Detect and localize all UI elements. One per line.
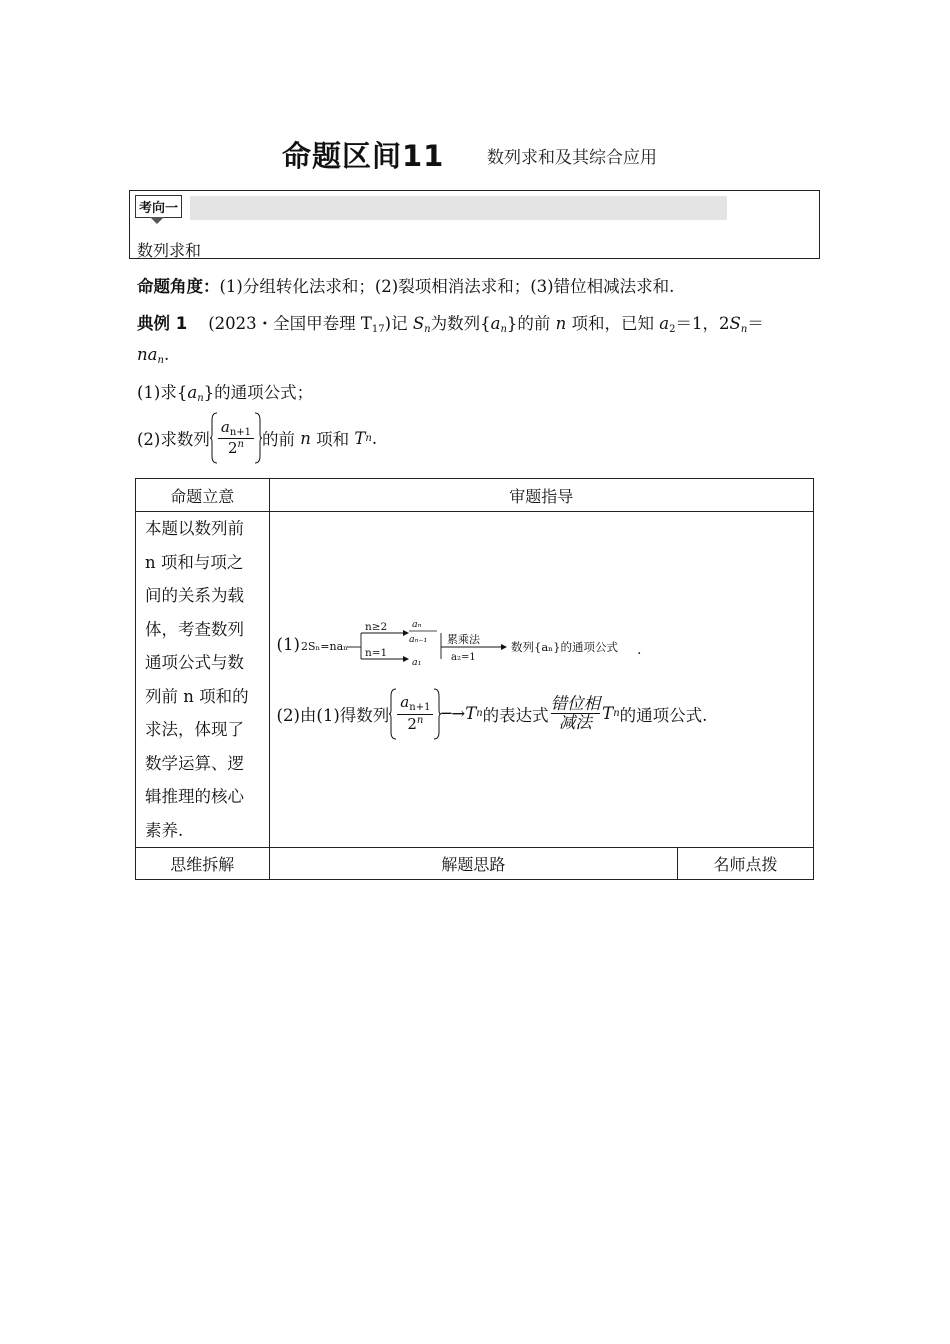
var-n: n [137, 345, 148, 364]
header-think: 思维拆解 [136, 848, 270, 880]
q1-b: }的通项公式； [203, 383, 314, 402]
g1-top-expr: aₙ [411, 618, 422, 630]
intent-line: 数学运算、逻 [145, 753, 244, 773]
period: . [163, 345, 170, 364]
source-close: )记 [384, 314, 408, 333]
table-footer-row [136, 848, 814, 880]
g1-end: . [636, 641, 641, 658]
var-n: n [555, 314, 567, 333]
frac-num-a: a [400, 693, 410, 712]
var-a: a [187, 383, 198, 402]
var-n: n [424, 324, 431, 335]
angle-text: (1)分组转化法求和；(2)裂项相消法求和；(3)错位相减法求和. [219, 277, 675, 296]
var-a: a [490, 314, 501, 333]
frac-den: 2 [407, 714, 417, 733]
intent-line: 通项公式与数 [145, 653, 244, 672]
example-line-2 [137, 345, 169, 366]
var-n: n [500, 324, 507, 335]
var-S: S [729, 314, 741, 333]
arrow-head-icon [501, 644, 507, 650]
g1-prefix: (1) [276, 634, 300, 654]
fraction [397, 694, 433, 733]
intent-line: 本题以数列前 [145, 519, 244, 538]
q2-a: (2)求数列 [137, 430, 210, 449]
source-code: T [360, 314, 372, 333]
guide-cell [269, 512, 813, 848]
topic-name: 数列求和 [137, 241, 202, 260]
analysis-table [135, 478, 814, 880]
g1-result: 数列{aₙ}的通项公式 [510, 639, 618, 654]
var-n: n [740, 324, 748, 335]
section-subtitle: 数列求和及其综合应用 [487, 148, 657, 168]
intent-line: 素养. [145, 820, 184, 840]
var-n: n [476, 708, 483, 719]
var-T: T [602, 704, 614, 723]
triangle-down-icon [150, 217, 164, 224]
flow-diagram [299, 616, 649, 676]
var-T: T [465, 704, 477, 723]
g2-fraction [389, 688, 441, 740]
a2-sub: 2 [669, 324, 676, 335]
g1-bot-expr: a₁ [411, 656, 422, 668]
text-c: 项和，已知 [571, 314, 655, 333]
g2-text-a: 的表达式 [482, 705, 549, 725]
frac-num-sub: n+1 [229, 426, 252, 438]
topic-band [190, 196, 727, 220]
section-title: 命题区间11 [282, 139, 445, 173]
header-solve: 解题思路 [269, 848, 678, 880]
var-a: a [659, 314, 670, 333]
table-header-row [136, 479, 814, 512]
frac-num-a: a [220, 417, 230, 436]
var-S: S [412, 314, 425, 333]
intent-line: 体，考查数列 [145, 619, 244, 639]
g2-under: 减法 [558, 713, 592, 732]
example-label: 典例 1 [137, 314, 188, 333]
sequence-fraction [210, 412, 262, 464]
g2-prefix: (2)由(1)得数列 [276, 705, 390, 725]
header-tip: 名师点拨 [678, 848, 814, 880]
var-n: n [365, 432, 372, 444]
text-a: 为数列{ [430, 314, 491, 333]
text-b: }的前 [506, 314, 551, 333]
intent-line: 间的关系为载 [145, 586, 244, 605]
frac-num-sub: n+1 [409, 702, 431, 714]
intent-line: n 项和与项之 [145, 552, 244, 572]
table-body-row [136, 512, 814, 848]
right-brace [254, 412, 262, 464]
left-brace [389, 688, 397, 740]
var-a: a [147, 345, 158, 364]
guide-step-1 [277, 616, 813, 676]
source-num: 17 [371, 324, 385, 335]
header-guide: 审题指导 [269, 479, 813, 512]
intent-line: 列前 n 项和的 [145, 686, 249, 706]
var-n: n [300, 428, 311, 448]
frac-den-sup: n [416, 714, 424, 726]
frac-den-sup: n [237, 439, 244, 451]
g1-cond2: a₂=1 [450, 651, 476, 663]
var-n: n [613, 708, 620, 719]
guide-step-2 [277, 684, 813, 744]
arrow-head-icon [403, 656, 409, 662]
header-intent: 命题立意 [136, 479, 270, 512]
var-n: n [197, 393, 204, 404]
g1-mid-expr: aₙ₋₁ [408, 633, 427, 645]
intent-line: 辑推理的核心 [145, 787, 244, 806]
period: . [371, 428, 378, 448]
g2-over: 错位相 [550, 693, 601, 713]
text-d: ＝1，2 [675, 314, 730, 333]
q2-c: 项和 [316, 430, 350, 449]
intent-cell [136, 512, 270, 848]
g1-formula: 2Sₙ=naₙ [300, 639, 348, 653]
example-line-1 [137, 310, 764, 335]
q2-b: 的前 [262, 430, 296, 449]
var-n: n [157, 355, 164, 366]
example-source: (2023・全国甲卷理 [208, 314, 356, 333]
frac-den: 2 [227, 439, 238, 458]
angle-line [137, 273, 674, 297]
q1-a: (1)求{ [137, 383, 188, 402]
intent-line: 求法，体现了 [145, 720, 244, 739]
fraction [218, 419, 254, 458]
g2-method [551, 695, 601, 732]
g2-text-b: 的通项公式. [619, 705, 708, 725]
topic-tag: 考向一 [135, 195, 182, 218]
left-brace [210, 412, 218, 464]
g2-arrow: ─→ [441, 704, 466, 723]
var-T: T [354, 428, 366, 448]
g1-method: 累乘法 [446, 632, 480, 646]
question-1 [137, 379, 313, 404]
question-2 [137, 412, 377, 464]
eq-sign: ＝ [747, 314, 764, 333]
g1-top-cond: n≥2 [364, 620, 387, 633]
angle-label: 命题角度： [137, 277, 220, 296]
g1-bot-cond: n=1 [364, 646, 387, 659]
